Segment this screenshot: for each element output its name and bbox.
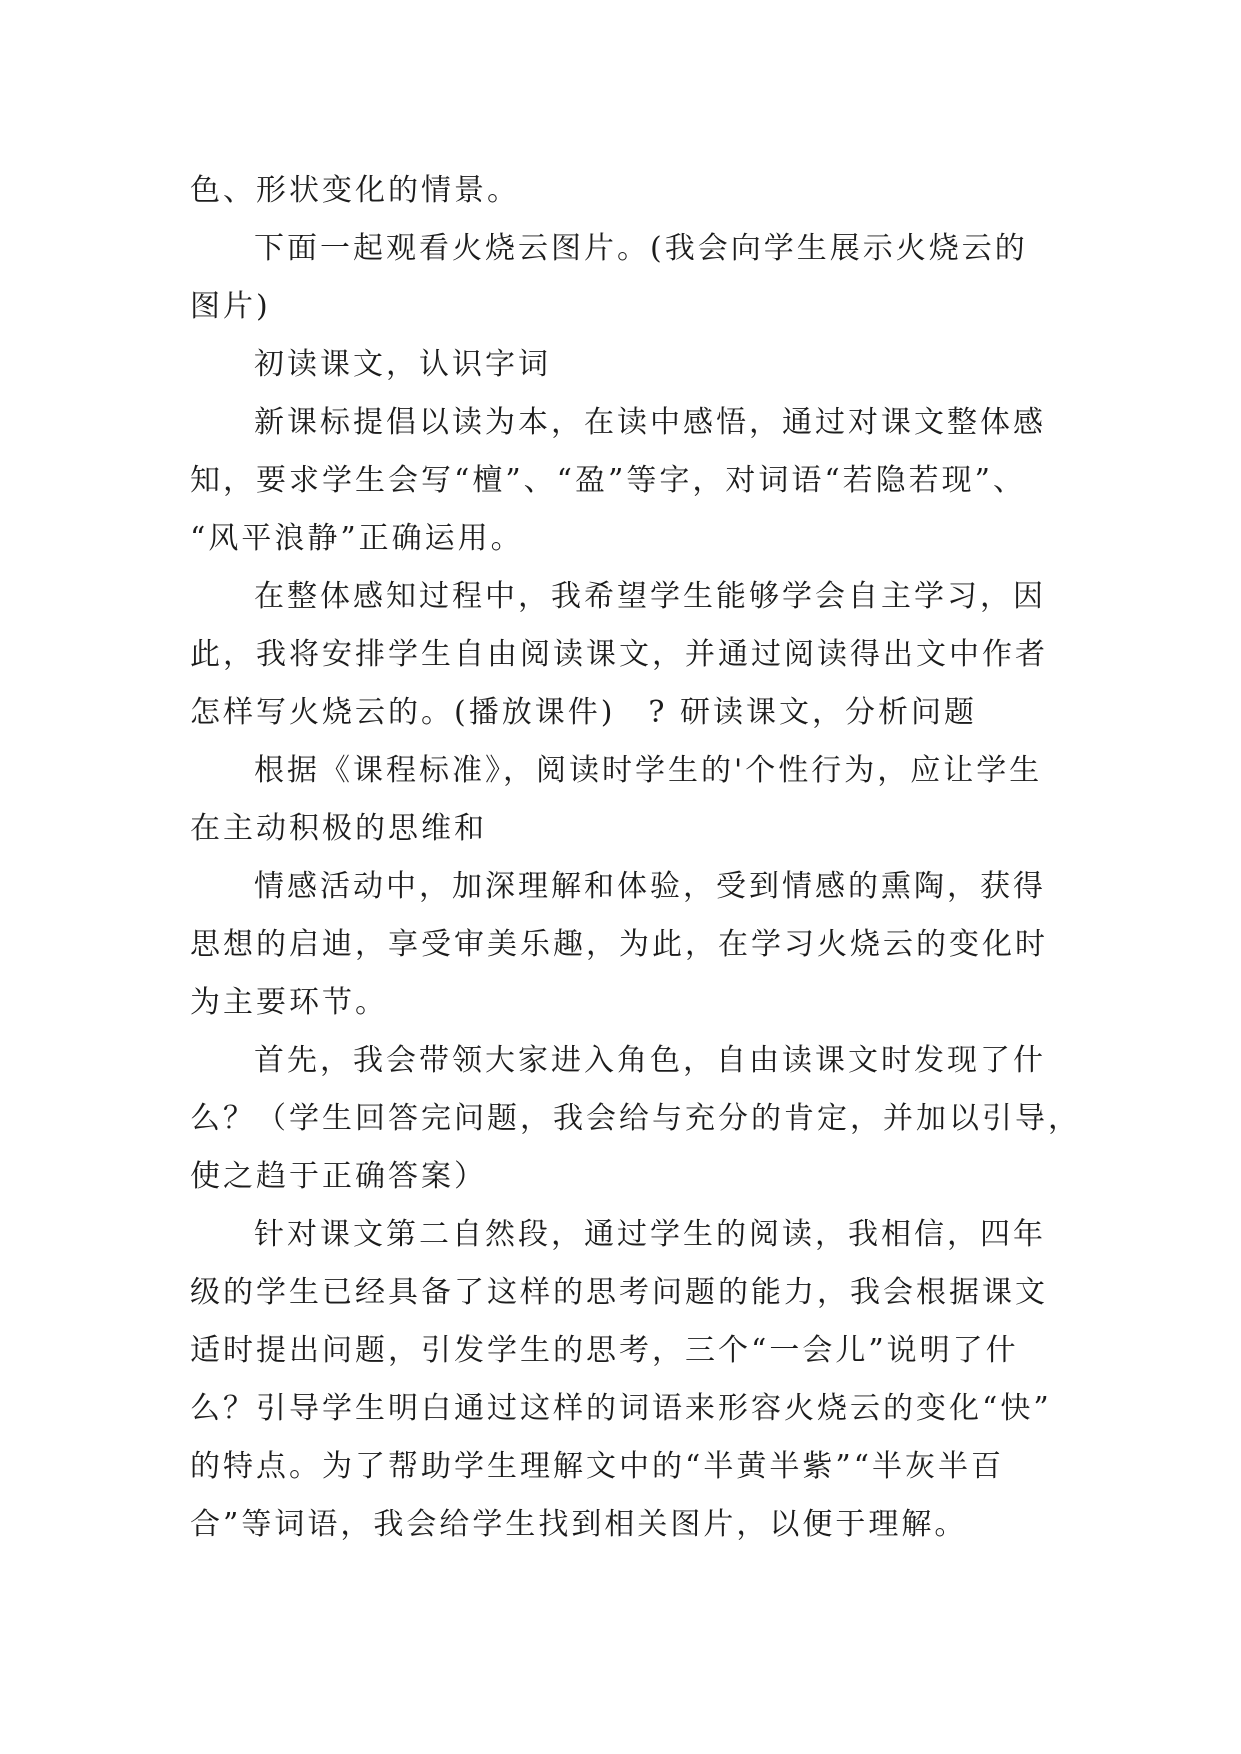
text-line: 新课标提倡以读为本，在读中感悟，通过对课文整体感 (254, 405, 1046, 440)
text-line: 色、形状变化的情景。 (190, 173, 520, 208)
text-line: 使之趋于正确答案） (190, 1159, 487, 1194)
text-line: 在主动积极的思维和 (190, 811, 487, 846)
text-line: 下面一起观看火烧云图片。(我会向学生展示火烧云的 (254, 231, 1028, 266)
text-line: “风平浪静”正确运用。 (190, 521, 524, 556)
text-line: 情感活动中，加深理解和体验，受到情感的熏陶，获得 (254, 869, 1046, 904)
text-line: 为主要环节。 (190, 985, 388, 1020)
text-line: 的特点。为了帮助学生理解文中的“半黄半紫”“半灰半百 (190, 1449, 1005, 1484)
text-line: 知，要求学生会写“檀”、“盈”等字，对词语“若隐若现”、 (190, 463, 1027, 498)
text-line: 么？（学生回答完问题，我会给与充分的肯定，并加以引导， (190, 1101, 1081, 1136)
text-line: 图片) (190, 289, 271, 324)
text-line: 针对课文第二自然段，通过学生的阅读，我相信，四年 (254, 1217, 1046, 1252)
text-line: 首先，我会带领大家进入角色，自由读课文时发现了什 (254, 1043, 1046, 1078)
text-line: 级的学生已经具备了这样的思考问题的能力，我会根据课文 (190, 1275, 1048, 1310)
text-line: 怎样写火烧云的。(播放课件) ? 研读课文，分析问题 (190, 695, 978, 730)
text-line: 初读课文，认识字词 (254, 347, 551, 382)
text-line: 思想的启迪，享受审美乐趣，为此，在学习火烧云的变化时 (190, 927, 1048, 962)
body-text (190, 162, 1090, 1554)
text-line: 根据《课程标准》，阅读时学生的'个性行为，应让学生 (254, 753, 1043, 788)
text-line: 合”等词语，我会给学生找到相关图片，以便于理解。 (190, 1507, 968, 1542)
text-line: 么？引导学生明白通过这样的词语来形容火烧云的变化“快” (190, 1391, 1052, 1426)
text-line: 在整体感知过程中，我希望学生能够学会自主学习，因 (254, 579, 1046, 614)
text-line: 适时提出问题，引发学生的思考，三个“一会儿”说明了什 (190, 1333, 1019, 1368)
text-line: 此，我将安排学生自由阅读课文，并通过阅读得出文中作者 (190, 637, 1048, 672)
